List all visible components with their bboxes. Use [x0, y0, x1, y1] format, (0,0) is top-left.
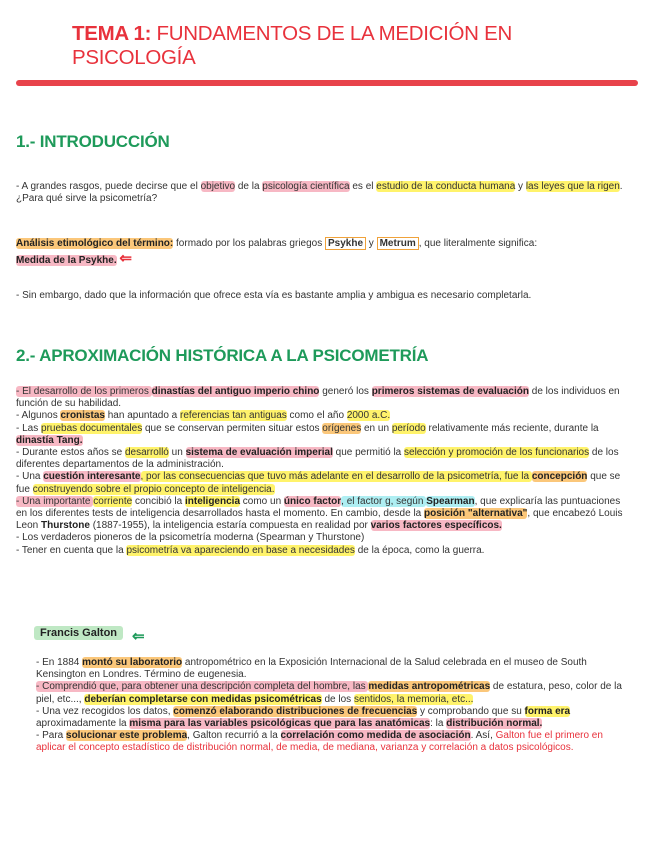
title-divider	[16, 80, 638, 86]
title-bold: TEMA 1:	[72, 22, 152, 45]
galton-line-1: - En 1884 montó su laboratorio antropométrico en la Exposición Internacional de la Salud celebrada en el museo de South Kensington en Londres. Término de eugenesia.	[36, 657, 587, 681]
title-rest: FUNDAMENTOS DE LA MEDICIÓN EN PSICOLOGÍA	[72, 22, 512, 69]
history-line-6: - Una importante corriente concibió la inteligencia como un único factor, el factor g, según Spearman, que explicaría las puntuaciones en los diferentes tests de inteligencia desarrollados hasta el momento. En cambio, desde la posición "alternativa", que encabezó Louis Leon Thurstone (1887-1955), la inteligencia estaría compuesta en realidad por varios factores específicos.	[16, 495, 623, 532]
galton-line-2: - Comprendió que, para obtener una descripción completa del hombre, las medidas antropométricas de estatura, peso, color de la piel, etc..., deberían completarse con medidas psicométricas de los sentidos, la memoria, etc...	[36, 681, 622, 705]
history-line-7: - Los verdaderos pioneros de la psicometría moderna (Spearman y Thurstone)	[16, 532, 365, 544]
history-line-4: - Durante estos años se desarrolló un sistema de evaluación imperial que permitió la selección y promoción de los funcionarios de los diferentes departamentos de la administración.	[16, 447, 619, 471]
history-line-8: - Tener en cuenta que la psicometría va apareciendo en base a necesidades de la época, como la guerra.	[16, 544, 485, 556]
section-heading-history: 2.- APROXIMACIÓN HISTÓRICA A LA PSICOMETRÍA	[16, 346, 429, 365]
history-line-5: - Una cuestión interesante, por las consecuencias que tuvo más adelante en el desarrollo de la psicometría, fue la concepción que se fue construyendo sobre el propio concepto de inteligencia.	[16, 471, 621, 495]
galton-line-3: - Una vez recogidos los datos, comenzó elaborando distribuciones de frecuencias y comprobando que su forma era aproximadamente la misma para las variables psicológicas que para las anatómicas: la distribución normal.	[36, 705, 571, 730]
section-heading-intro: 1.- INTRODUCCIÓN	[16, 132, 170, 151]
intro-paragraph-3: - Sin embargo, dado que la información que ofrece esta vía es bastante amplia y ambigua es necesario completarla.	[16, 290, 532, 301]
history-line-3: - Las pruebas documentales que se conservan permiten situar estos orígenes en un período relativamente más reciente, durante la dinastía Tang.	[16, 422, 599, 446]
history-paragraphs	[16, 386, 628, 557]
arrow-icon-green: ⇐	[132, 628, 145, 645]
galton-paragraphs	[36, 657, 624, 755]
francis-galton-tag: Francis Galton	[34, 626, 123, 640]
history-line-2: - Algunos cronistas han apuntado a referencias tan antiguas como el año 2000 a.C.	[16, 410, 391, 422]
arrow-icon: ⇐	[119, 250, 132, 267]
history-line-1: - El desarrollo de los primeros dinastías del antiguo imperio chino generó los primeros sistemas de evaluación de los individuos en función de su habilidad.	[16, 386, 620, 410]
intro-paragraph-1: - A grandes rasgos, puede decirse que el objetivo de la psicología científica es el estudio de la conducta humana y las leyes que la rigen. ¿Para qué sirve la psicometría?	[16, 181, 623, 205]
page-title	[72, 22, 632, 70]
galton-line-4: - Para solucionar este problema, Galton recurrió a la correlación como medida de asociación. Así, Galton fue el primero en aplicar el concepto estadístico de distribución normal, de media, de mediana, varianza y correlación a datos psicológicos.	[36, 730, 603, 754]
intro-paragraph-2: Análisis etimológico del término: formado por los palabras griegos Psykhe y Metrum , que literalmente significa: Medida de la Psykhe. ⇐	[16, 238, 538, 267]
